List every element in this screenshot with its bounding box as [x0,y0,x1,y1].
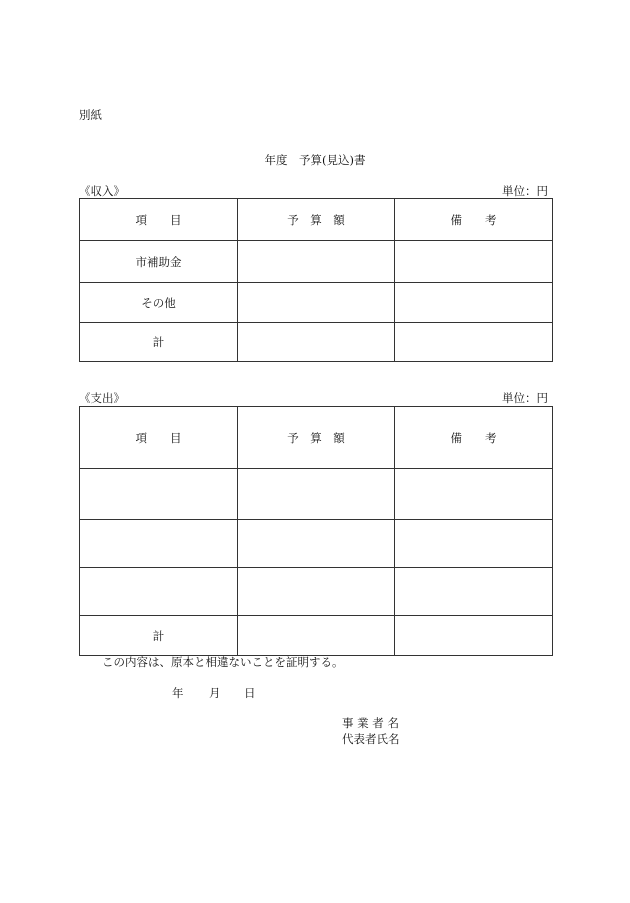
expense-amount-cell[interactable] [238,568,395,616]
representative-name-label: 代表者氏名 [342,732,400,746]
certification-statement: この内容は、原本と相違ないことを証明する。 [102,655,344,669]
income-header-item: 項 目 [80,199,238,241]
expense-item-cell[interactable] [80,469,238,520]
income-remarks-cell[interactable] [395,323,553,362]
expense-item-cell[interactable] [80,520,238,568]
attachment-label: 別紙 [79,108,102,122]
income-unit-label: 単位：円 [502,184,548,198]
table-row [80,616,553,656]
expense-remarks-cell[interactable] [395,568,553,616]
income-amount-cell[interactable] [238,323,395,362]
date-year-label: 年 [172,686,184,700]
table-row [80,469,553,520]
income-table [79,198,553,362]
expense-header-item: 項 目 [80,407,238,469]
income-section-label: 《収入》 [79,184,125,198]
business-name-label: 事 業 者 名 [342,716,399,730]
income-header-amount: 予 算 額 [238,199,395,241]
table-row [80,241,553,283]
expense-amount-cell[interactable] [238,616,395,656]
income-remarks-cell[interactable] [395,283,553,323]
expense-header-row [80,407,553,469]
table-row [80,568,553,616]
table-row [80,323,553,362]
income-total-cell: 計 [80,323,238,362]
expense-total-cell: 計 [80,616,238,656]
expense-remarks-cell[interactable] [395,616,553,656]
income-remarks-cell[interactable] [395,241,553,283]
income-amount-cell[interactable] [238,283,395,323]
date-day-label: 日 [244,686,256,700]
expense-table [79,406,553,656]
expense-header-remarks: 備 考 [395,407,553,469]
income-item-cell: その他 [80,283,238,323]
date-month-label: 月 [209,686,221,700]
expense-remarks-cell[interactable] [395,520,553,568]
income-header-row [80,199,553,241]
expense-header-amount: 予 算 額 [238,407,395,469]
expense-amount-cell[interactable] [238,520,395,568]
income-item-cell: 市補助金 [80,241,238,283]
expense-amount-cell[interactable] [238,469,395,520]
expense-section-label: 《支出》 [79,391,125,405]
document-title: 年度 予算(見込)書 [264,153,366,167]
table-row [80,283,553,323]
table-row [80,520,553,568]
income-amount-cell[interactable] [238,241,395,283]
expense-remarks-cell[interactable] [395,469,553,520]
income-header-remarks: 備 考 [395,199,553,241]
expense-item-cell[interactable] [80,568,238,616]
expense-unit-label: 単位：円 [502,391,548,405]
